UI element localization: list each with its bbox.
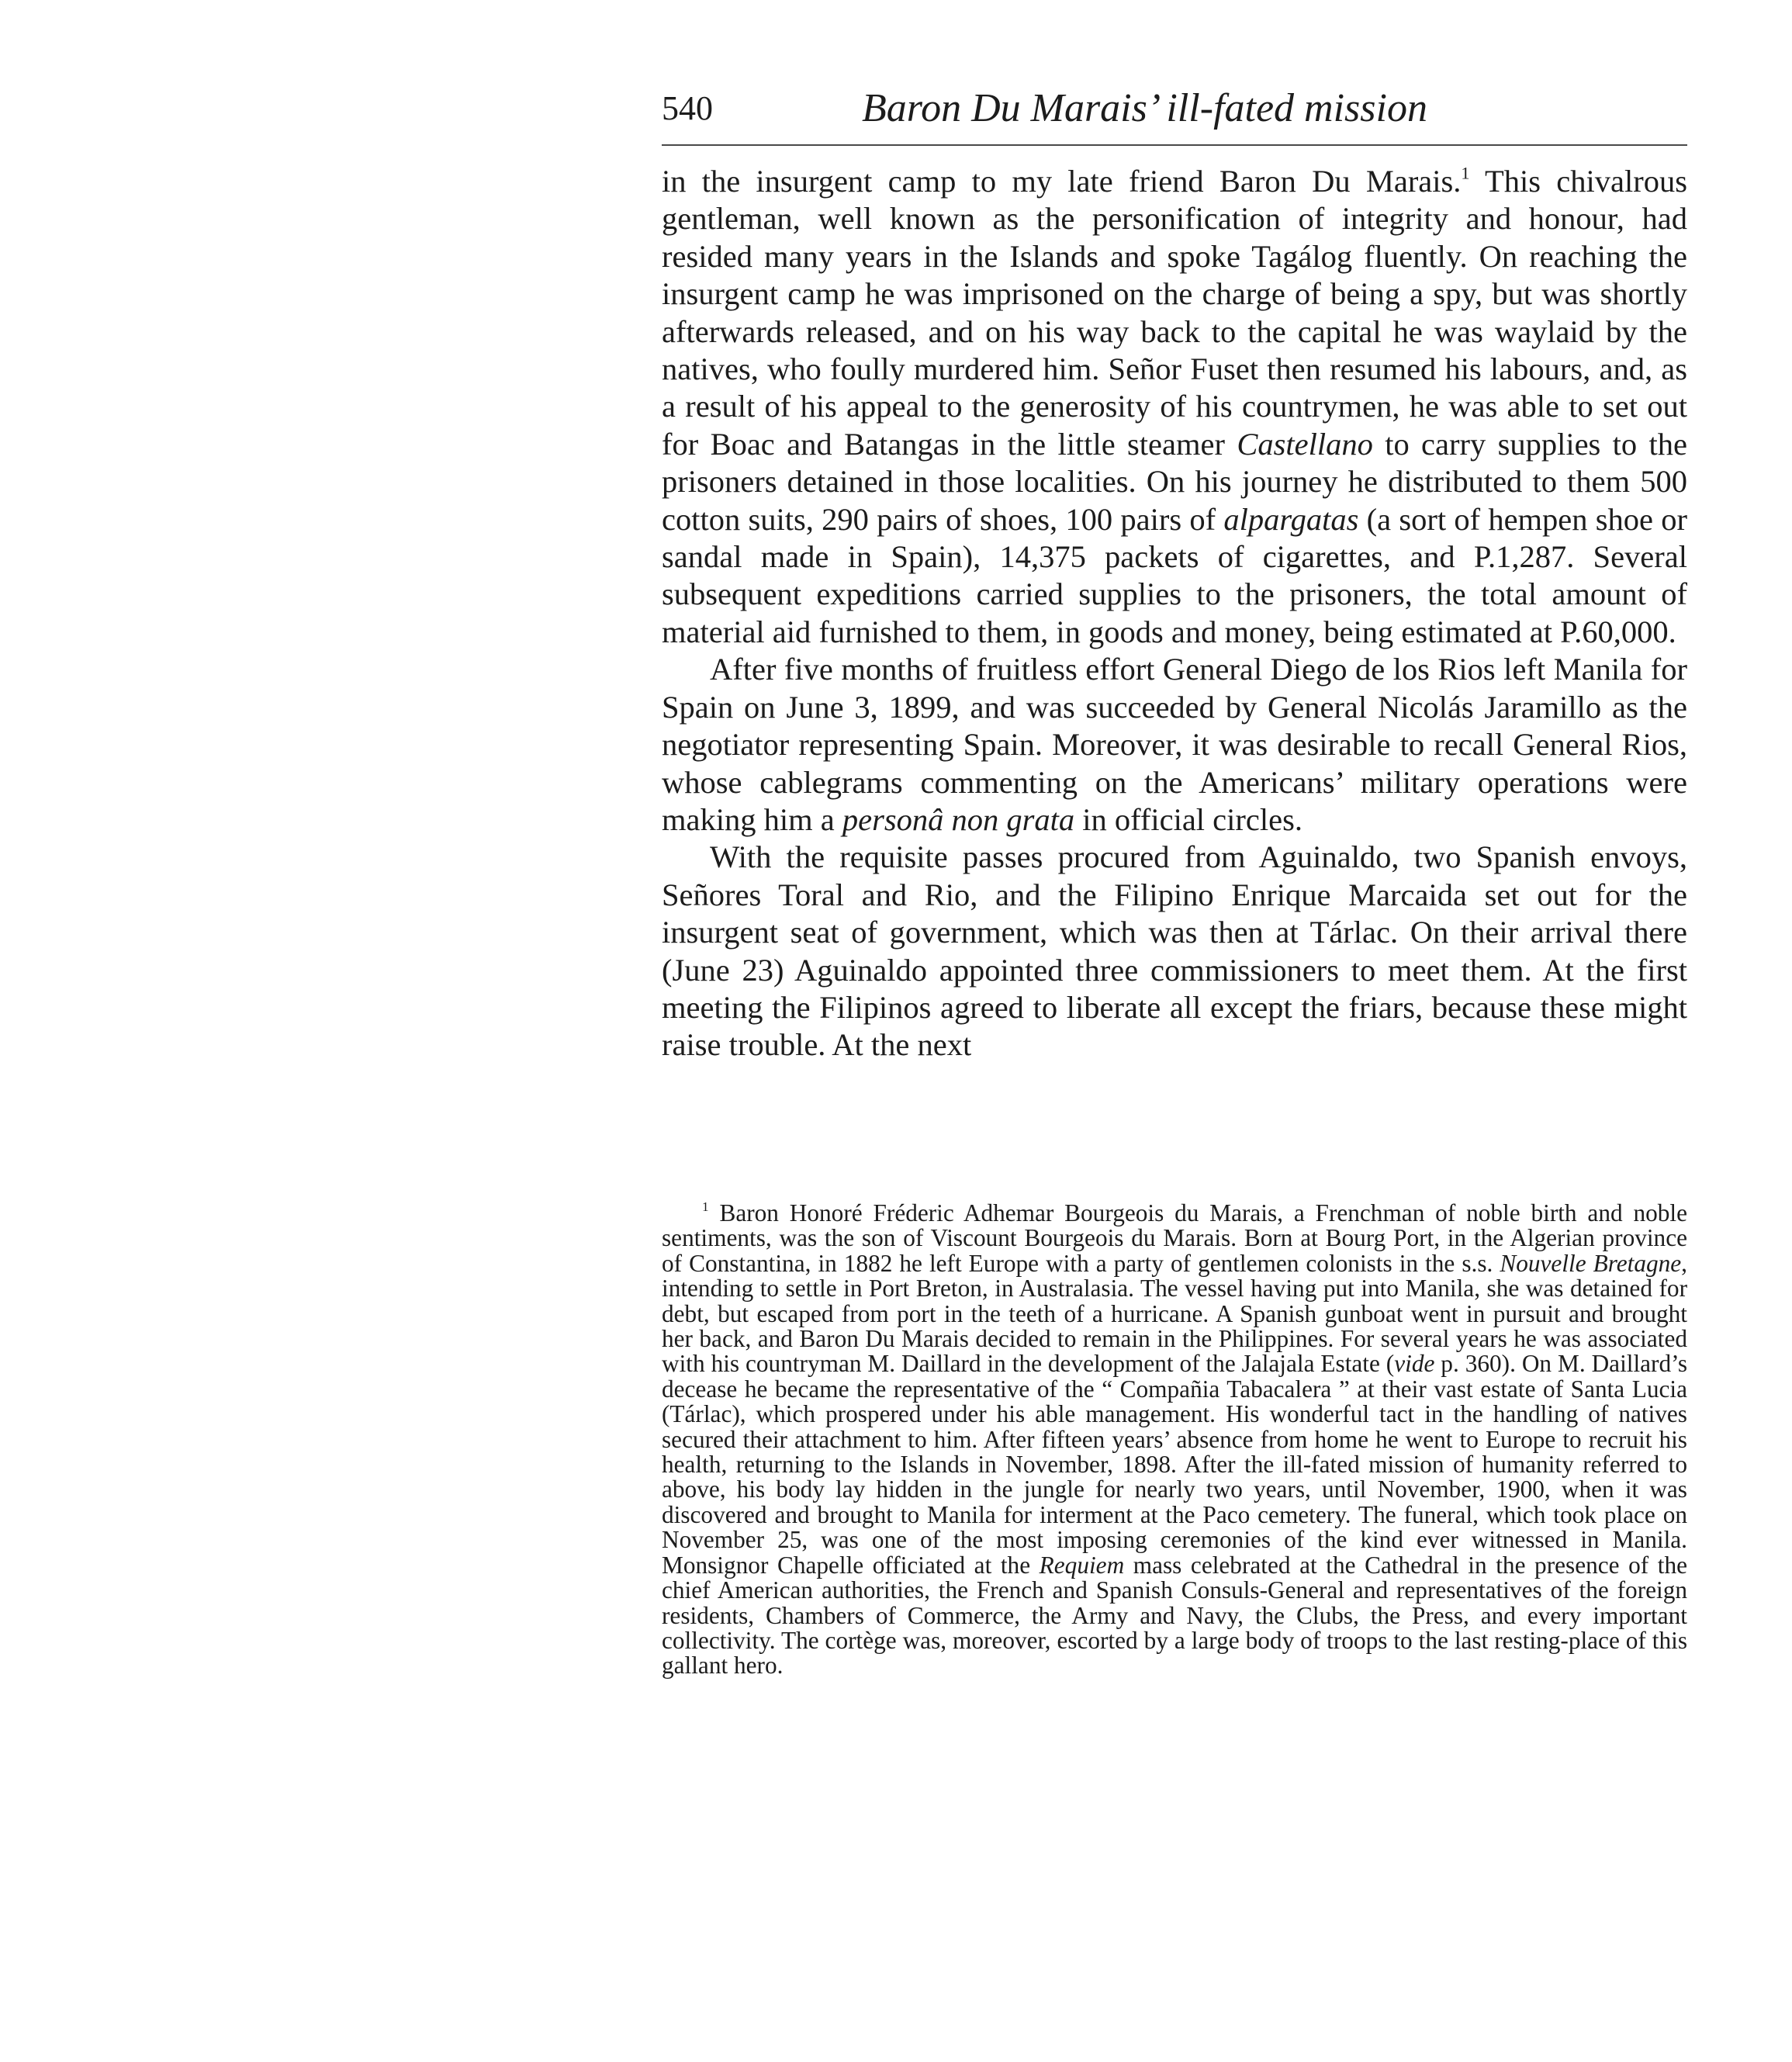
footnote-marker: 1 bbox=[702, 1199, 709, 1215]
footnote-reference: 1 bbox=[1461, 163, 1470, 183]
ship-name-castellano: Castellano bbox=[1237, 426, 1373, 462]
phrase-persona-non-grata: personâ non grata bbox=[842, 801, 1075, 837]
paragraph-3: With the requisite passes procured from Aguinaldo, two Spanish envoys, Señores Toral and Rio, and the Filipino Enrique Marcaida set out for the insurgent seat of government, which was then at Tárlac. On their arrival there (June 23) Aguinaldo appointed three commissioners to meet them. At the first meeting the Filipinos agreed to liberate all except the friars, because these might raise trouble. At the next bbox=[662, 839, 1687, 1063]
paragraph-1-text-a: in the insurgent camp to my late friend Baron Du Marais. bbox=[662, 164, 1462, 199]
footnote-text-b: , intending to settle in Port Breton, in Australasia. The vessel having put into Manila, she was detained for debt, but escaped from port in the teeth of a hurricane. A Spanish gunboat went in pursuit and brought her back, and Baron Du Marais decided to remain in the Philippines. For several years he was associated with his countryman M. Daillard in the development of the Jalajala Estate ( bbox=[662, 1249, 1687, 1378]
page-header bbox=[662, 84, 1687, 137]
footnote-text-a: Baron Honoré Fréderic Adhemar Bourgeois du Marais, a Frenchman of noble birth and noble sentiments, was the son of Viscount Bourgeois du Marais. Born at Bourg Port, in the Algerian province of Constantina, in 1882 he left Europe with a party of gentlemen colonists in the s.s. bbox=[662, 1199, 1687, 1277]
footnote-text-c: p. 360). On M. Daillard’s decease he became the representative of the “ Compañia Tabacalera ” at their vast estate of Santa Lucia (Tárlac), which prospered under his able management. His wonderful tact in the handling of natives secured their attachment to him. After fifteen years’ absence from home he went to Europe to recruit his health, returning to the Islands in November, 1898. After the ill-fated mission of humanity referred to above, his body lay hidden in the jungle for nearly two years, until November, 1900, when it was discovered and brought to Manila for interment at the Paco cemetery. The funeral, which took place on November 25, was one of the most imposing ceremonies of the kind ever witnessed in Manila. Monsignor Chapelle officiated at the bbox=[662, 1350, 1687, 1579]
paragraph-2-text-a: After five months of fruitless effort General Diego de los Rios left Manila for Spain on June 3, 1899, and was succeeded by General Nicolás Jaramillo as the negotiator representing Spain. Moreover, it was desirable to recall General Rios, whose cablegrams commenting on the Americans’ military operations were making him a bbox=[662, 652, 1687, 837]
paragraph-1-text-b: This chivalrous gentleman, well known as the personification of integrity and honour, had resided many years in the Islands and spoke Tagálog fluently. On reaching the insurgent camp he was imprisoned on the charge of being a spy, but was shortly afterwards released, and on his way back to the capital he was waylaid by the natives, who foully murdered him. Señor Fuset then resumed his labours, and, as a result of his appeal to the generosity of his countrymen, he was able to set out for Boac and Batangas in the little steamer bbox=[662, 164, 1687, 462]
paragraph-1 bbox=[662, 163, 1687, 651]
header-rule bbox=[662, 144, 1687, 146]
main-text bbox=[662, 163, 1687, 1064]
paragraph-2 bbox=[662, 651, 1687, 839]
footnote-1 bbox=[662, 1201, 1687, 1679]
term-requiem: Requiem bbox=[1039, 1551, 1125, 1579]
running-title: Baron Du Marais’ ill-fated mission bbox=[862, 86, 1427, 130]
paragraph-1-text-d: (a sort of hempen shoe or sandal made in Spain), 14,375 packets of cigarettes, and P.1,287. Several subsequent expeditions carried supplies to the prisoners, the total amount of material aid furnished to them, in goods and money, being estimated at P.60,000. bbox=[662, 501, 1687, 649]
paragraph-2-text-b: in official circles. bbox=[1074, 801, 1302, 837]
term-vide: vide bbox=[1394, 1350, 1435, 1378]
footnotes bbox=[662, 1201, 1687, 1679]
ship-name-nouvelle-bretagne: Nouvelle Bretagne bbox=[1500, 1249, 1682, 1277]
page-number: 540 bbox=[662, 89, 713, 127]
term-alpargatas: alpargatas bbox=[1223, 501, 1359, 537]
paragraph-1-text-c: to carry supplies to the prisoners detained in those localities. On his journey he distributed to them 500 cotton suits, 290 pairs of shoes, 100 pairs of bbox=[662, 426, 1688, 537]
footnote-text-d: mass celebrated at the Cathedral in the presence of the chief American authorities, the French and Spanish Consuls-General and representatives of the foreign residents, Chambers of Commerce, the Army and Navy, the Clubs, the Press, and every important collectivity. The cortège was, moreover, escorted by a large body of troops to the last resting-place of this gallant hero. bbox=[662, 1551, 1687, 1680]
